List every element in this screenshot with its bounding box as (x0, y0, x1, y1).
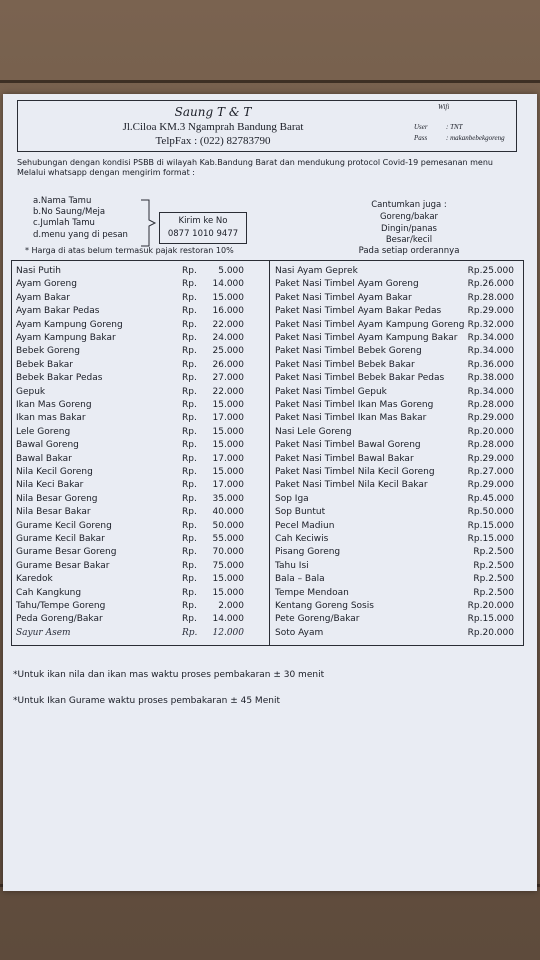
footnote: *Untuk Ikan Gurame waktu proses pembakaran ± 45 Menit (13, 696, 280, 706)
menu-item-name: Gurame Besar Goreng (16, 547, 117, 558)
menu-item-name: Bebek Bakar Pedas (16, 373, 103, 384)
menu-item-name: Paket Nasi Timbel Bawal Goreng (275, 440, 421, 451)
menu-item-currency: Rp. (182, 319, 197, 330)
menu-item-price: 26.000 (212, 359, 244, 370)
menu-item-price: 22.000 (212, 386, 244, 397)
menu-item-name: Kentang Goreng Sosis (275, 601, 374, 611)
menu-item-currency: Rp. (182, 467, 197, 477)
menu-item-currency: Rp. (182, 386, 197, 397)
cantumkan-line: Besar/kecil (385, 235, 433, 245)
menu-item-price: 70.000 (212, 547, 244, 558)
menu-item-name: Sop Iga (275, 493, 309, 504)
menu-item-price: 15.000 (212, 467, 244, 477)
menu-item-price: 16.000 (212, 306, 244, 317)
menu-item-price: 27.000 (212, 373, 244, 384)
menu-item-name: Ikan Mas Goreng (16, 400, 92, 410)
menu-item-name: Paket Nasi Timbel Ayam Bakar Pedas (275, 306, 442, 317)
menu-item-name: Gurame Besar Bakar (16, 560, 110, 571)
menu-item-name: Paket Nasi Timbel Nila Kecil Goreng (275, 467, 435, 477)
menu-item-name: Nasi Ayam Geprek (275, 266, 358, 276)
menu-item-price: Rp.15.000 (467, 520, 514, 531)
menu-item-name: Paket Nasi Timbel Ayam Bakar (275, 292, 412, 303)
menu-item-currency: Rp. (182, 453, 197, 464)
menu-item-name: Cah Keciwis (275, 534, 329, 544)
menu-item-price: Rp.34.000 (467, 333, 514, 343)
menu-item-name: Paket Nasi Timbel Ayam Kampung Bakar (275, 333, 458, 343)
menu-item-name: Tahu Isi (275, 560, 309, 571)
menu-item-currency: Rp. (182, 346, 197, 357)
menu-item-price: Rp.45.000 (467, 493, 514, 504)
menu-item-name: Gurame Kecil Goreng (16, 520, 112, 531)
menu-item-price: 35.000 (212, 493, 244, 504)
wifi-label: Wifi (438, 103, 450, 111)
whatsapp-box (159, 212, 247, 244)
intro-text (17, 158, 527, 178)
menu-item-price: 5.000 (218, 266, 244, 276)
menu-item-currency: Rp. (182, 534, 197, 544)
menu-item-price: 2.000 (218, 601, 244, 611)
menu-item-price: Rp.28.000 (467, 440, 514, 451)
format-item: b.No Saung/Meja (33, 207, 106, 217)
menu-item-price: 12.000 (212, 627, 244, 638)
menu-item-name: Ayam Kampung Bakar (16, 333, 116, 343)
menu-item-price: 25.000 (212, 346, 244, 357)
brace-icon (139, 198, 159, 248)
menu-item-price: Rp.38.000 (467, 373, 514, 384)
menu-item-currency: Rp. (182, 507, 197, 518)
menu-item-name: Paket Nasi Timbel Ayam Kampung Goreng (275, 319, 465, 330)
menu-item-name: Sayur Asem (16, 627, 71, 638)
menu-item-price: 15.000 (212, 440, 244, 451)
menu-item-name: Paket Nasi Timbel Bebek Bakar Pedas (275, 373, 445, 384)
menu-item-name: Paket Nasi Timbel Ikan Mas Bakar (275, 413, 427, 424)
cantumkan-line: Cantumkan juga : (371, 200, 447, 210)
menu-item-price: 75.000 (212, 560, 244, 571)
tax-note: * Harga di atas belum termasuk pajak restoran 10% (25, 246, 234, 255)
wood-plank-seam (0, 80, 540, 83)
menu-item-name: Tempe Mendoan (275, 587, 349, 598)
menu-item-name: Ayam Kampung Goreng (16, 319, 123, 330)
menu-item-currency: Rp. (182, 413, 197, 424)
menu-item-name: Lele Goreng (16, 426, 71, 437)
menu-item-price: Rp.20.000 (467, 627, 514, 638)
menu-item-price: 24.000 (212, 333, 244, 343)
wifi-pass-label: Pass (414, 134, 428, 142)
footnote: *Untuk ikan nila dan ikan mas waktu proses pembakaran ± 30 menit (13, 670, 325, 680)
menu-item-name: Sop Buntut (275, 507, 326, 518)
menu-item-currency: Rp. (182, 279, 197, 290)
intro-line: Melalui whatsapp dengan mengirim format : (17, 168, 195, 177)
menu-item-currency: Rp. (182, 373, 197, 384)
menu-item-price: Rp.15.000 (467, 614, 514, 625)
menu-item-currency: Rp. (182, 547, 197, 558)
menu-item-name: Ayam Goreng (16, 279, 77, 290)
menu-item-currency: Rp. (182, 306, 197, 317)
menu-item-currency: Rp. (182, 333, 197, 343)
menu-item-name: Paket Nasi Timbel Ikan Mas Goreng (275, 400, 434, 410)
menu-item-price: Rp.29.000 (467, 413, 514, 424)
menu-item-price: Rp.2.500 (473, 587, 514, 598)
menu-item-name: Gepuk (16, 386, 46, 397)
menu-item-name: Ayam Bakar Pedas (16, 306, 100, 317)
menu-item-price: Rp.20.000 (467, 601, 514, 611)
menu-item-name: Nasi Putih (16, 266, 62, 276)
menu-item-price: Rp.34.000 (467, 386, 514, 397)
menu-item-name: Ikan mas Bakar (16, 413, 86, 424)
menu-item-name: Pisang Goreng (275, 547, 341, 558)
cantumkan-line: Goreng/bakar (379, 212, 439, 222)
menu-item-currency: Rp. (182, 292, 197, 303)
menu-item-name: Paket Nasi Timbel Nila Kecil Bakar (275, 480, 428, 491)
menu-item-name: Nila Besar Goreng (16, 493, 98, 504)
menu-item-price: 50.000 (212, 520, 244, 531)
menu-item-price: Rp.32.000 (467, 319, 514, 330)
wifi-pass-value: : makanbebekgoreng (446, 134, 505, 142)
menu-item-price: 14.000 (212, 279, 244, 290)
menu-item-price: Rp.25.000 (467, 266, 514, 276)
menu-item-price: 15.000 (212, 292, 244, 303)
menu-item-price: Rp.29.000 (467, 480, 514, 491)
restaurant-phone: TelpFax : (022) 82783790 (155, 135, 271, 147)
menu-item-currency: Rp. (182, 426, 197, 437)
menu-item-name: Bala – Bala (275, 574, 325, 585)
format-item: d.menu yang di pesan (33, 230, 128, 240)
menu-item-name: Paket Nasi Timbel Bawal Bakar (275, 453, 414, 464)
menu-item-price: 55.000 (212, 534, 244, 544)
menu-item-price: 15.000 (212, 587, 244, 598)
wifi-user-value: : TNT (446, 123, 463, 131)
cantumkan-line: Dingin/panas (381, 224, 437, 234)
menu-item-name: Pete Goreng/Bakar (275, 614, 360, 625)
header-box (17, 100, 517, 152)
menu-item-price: 17.000 (212, 480, 244, 491)
format-item: c.Jumlah Tamu (33, 218, 95, 228)
menu-item-name: Karedok (16, 574, 53, 585)
format-item: a.Nama Tamu (33, 196, 92, 206)
menu-item-price: Rp.2.500 (473, 547, 514, 558)
menu-item-currency: Rp. (182, 614, 197, 625)
intro-line: Sehubungan dengan kondisi PSBB di wilayah Kab.Bandung Barat dan mendukung protocol Covid-19 pemesanan menu (17, 158, 493, 167)
menu-item-price: Rp.50.000 (467, 507, 514, 518)
whatsapp-number: 0877 1010 9477 (167, 229, 239, 239)
menu-item-currency: Rp. (182, 560, 197, 571)
menu-item-price: 14.000 (212, 614, 244, 625)
menu-item-name: Gurame Kecil Bakar (16, 534, 105, 544)
menu-item-price: Rp.29.000 (467, 306, 514, 317)
menu-item-price: Rp.34.000 (467, 346, 514, 357)
menu-item-name: Bawal Bakar (16, 453, 72, 464)
menu-item-name: Peda Goreng/Bakar (16, 614, 103, 625)
menu-item-currency: Rp. (182, 601, 197, 611)
menu-item-name: Paket Nasi Timbel Bebek Goreng (275, 346, 422, 357)
menu-item-price: Rp.15.000 (467, 534, 514, 544)
menu-item-name: Pecel Madiun (275, 520, 335, 531)
menu-item-currency: Rp. (182, 574, 197, 585)
menu-item-name: Nila Keci Bakar (16, 480, 84, 491)
menu-item-currency: Rp. (182, 520, 197, 531)
menu-item-name: Bawal Goreng (16, 440, 79, 451)
menu-item-name: Ayam Bakar (16, 292, 70, 303)
menu-item-price: 40.000 (212, 507, 244, 518)
menu-item-price: Rp.2.500 (473, 574, 514, 585)
menu-item-price: Rp.36.000 (467, 359, 514, 370)
menu-item-currency: Rp. (182, 480, 197, 491)
menu-item-price: Rp.28.000 (467, 292, 514, 303)
wifi-user-label: User (414, 123, 428, 131)
menu-item-currency: Rp. (182, 359, 197, 370)
cantumkan-line: Pada setiap orderannya (358, 246, 460, 256)
menu-item-price: 15.000 (212, 426, 244, 437)
menu-item-name: Nasi Lele Goreng (275, 426, 352, 437)
menu-item-name: Paket Nasi Timbel Bebek Bakar (275, 359, 415, 370)
menu-item-price: Rp.20.000 (467, 426, 514, 437)
column-divider (269, 261, 270, 645)
menu-item-price: Rp.27.000 (467, 467, 514, 477)
menu-item-price: 15.000 (212, 574, 244, 585)
menu-item-price: 15.000 (212, 400, 244, 410)
menu-item-currency: Rp. (182, 493, 197, 504)
menu-item-name: Nila Kecil Goreng (16, 467, 93, 477)
restaurant-address: Jl.Ciloa KM.3 Ngamprah Bandung Barat (122, 121, 304, 133)
menu-item-currency: Rp. (182, 266, 197, 276)
menu-item-currency: Rp. (182, 587, 197, 598)
whatsapp-label: Kirim ke No (178, 216, 228, 226)
menu-item-name: Nila Besar Bakar (16, 507, 91, 518)
menu-item-name: Paket Nasi Timbel Ayam Goreng (275, 279, 419, 290)
menu-item-name: Soto Ayam (275, 627, 324, 638)
menu-item-price: 17.000 (212, 453, 244, 464)
menu-table (11, 260, 524, 646)
menu-item-name: Bebek Bakar (16, 359, 73, 370)
menu-item-currency: Rp. (182, 627, 198, 638)
menu-item-price: Rp.26.000 (467, 279, 514, 290)
menu-item-currency: Rp. (182, 400, 197, 410)
menu-sheet (3, 94, 537, 891)
menu-item-price: Rp.29.000 (467, 453, 514, 464)
menu-item-name: Bebek Goreng (16, 346, 80, 357)
menu-item-currency: Rp. (182, 440, 197, 451)
menu-item-name: Paket Nasi Timbel Gepuk (275, 386, 387, 397)
menu-item-price: 22.000 (212, 319, 244, 330)
menu-item-price: 17.000 (212, 413, 244, 424)
menu-item-price: Rp.2.500 (473, 560, 514, 571)
restaurant-name: Saung T & T (174, 105, 252, 119)
menu-item-name: Cah Kangkung (16, 587, 82, 598)
menu-item-price: Rp.28.000 (467, 400, 514, 410)
menu-item-name: Tahu/Tempe Goreng (16, 601, 106, 611)
